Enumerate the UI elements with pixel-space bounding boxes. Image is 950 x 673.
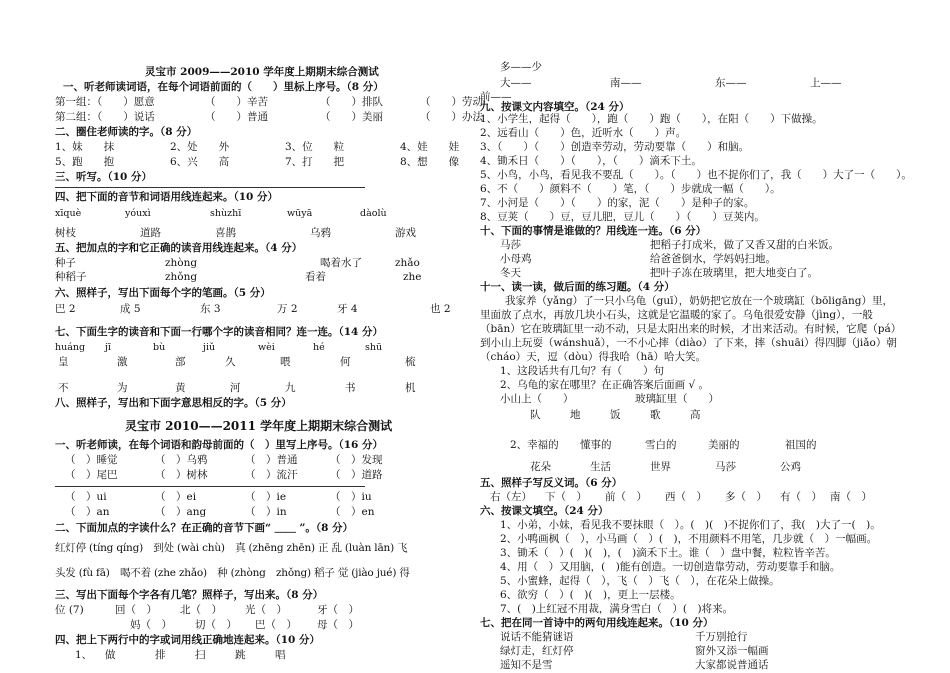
q11-passage-4: 到小山上玩耍（wánshuǎ），一不小心摔（diào）了下来，摔（shuāi）得四脚（jiǎo）朝: [480, 337, 897, 349]
q11-passage-2: 里面放了点水，再放几块小石头，这就是它温暖的家了。乌龟很爱安静（jìng），一般: [480, 309, 873, 321]
section-9-heading: 九、按课文内容填空。（24 分）: [480, 101, 630, 113]
q11-passage-5: （cháo）天，逗（dòu）得我哈（hā）哈大笑。: [480, 351, 707, 363]
s7-heading: 七、把在同一首诗中的两句用线连起来。（10 分）: [480, 617, 714, 629]
p1-divider: [55, 486, 365, 487]
q9-line-5: 5、小鸟，小鸟，看见我不要乱（ ）。（ ）也不捉你们了，我（ ）大了一（ ）。: [480, 169, 912, 181]
s6-line-4: 4、用（ ）又用脑，( )能有创造。一切创造靠劳动，劳动要靠手和脑。: [500, 561, 841, 573]
q9-line-2: 2、远看山（ ）色，近听水（ ）声。: [480, 127, 687, 139]
section-4-heading: 四、把下面的音节和词语用线连起来。（10 分）: [55, 191, 279, 203]
q11-ex-2: 2、乌龟的家在哪里？在正确答案后面画 √ 。: [500, 379, 710, 391]
q9-line-8: 8、豆荚（ ）豆，豆儿肥，豆儿（ ）（ ）豆荚内。: [480, 211, 765, 223]
section-6-heading: 六、照样子，写出下面每个字的笔画。（5 分）: [55, 287, 271, 299]
exam-title-2009: 灵宝市 2009——2010 学年度上期期末综合测试: [145, 66, 379, 78]
part-4-heading: 四、把上下两行中的字或词用线正确地连起来。（10 分）: [55, 634, 321, 646]
s6-line-7: 7、( )上红冠不用裁，满身雪白（ ）( )将来。: [500, 603, 734, 615]
q11-passage-3: （bān）它在玻璃缸里一动不动，只是太阳出来的时候，才出来活动。有时候，它爬（pá）: [480, 323, 902, 335]
section-8-heading: 八、照样子，写出和下面字意思相反的字。（5 分）: [55, 397, 292, 409]
part-1-heading: 一、听老师读，在每个词语和韵母前面的（ ）里写上序号。（16 分）: [55, 439, 384, 451]
section-11-heading: 十一、读一读，做后面的练习题。（4 分）: [480, 281, 675, 293]
section-10-heading: 十、下面的事情是谁做的？用线连一连。（6 分）: [480, 225, 707, 237]
p2-line-2: 头发 (fù fā) 喝不着 (zhe zhǎo) 种 (zhòng zhǒng) 稻子 觉 (jiào jué) 得: [55, 567, 410, 579]
section-5-heading: 五、把加点的字和它正确的读音用线连起来。（4 分）: [55, 242, 303, 254]
section-7-heading: 七、下面生字的读音和下面一行哪个字的读音相同？连一连。（14 分）: [55, 326, 384, 338]
s6-heading: 六、按课文填空。（24 分）: [480, 505, 609, 517]
s6-line-5: 5、小蜜蜂，起得（ ），飞（ ）飞（ ），在花朵上做操。: [500, 575, 780, 587]
antonym-example: 多——少: [500, 61, 542, 73]
s6-line-3: 3、锄禾（ ）( )( )，( )滴禾下土。谁（ ）盘中餐，粒粒皆辛苦。: [500, 547, 836, 559]
antonym-front: 前——: [480, 91, 512, 103]
q9-line-3: 3、（ ）（ ）创造幸劳动，劳动要靠（ ）和脑。: [480, 141, 750, 153]
q9-line-4: 4、锄禾日（ ）（ ），（ ）滴禾下土。: [480, 155, 702, 167]
s6-line-6: 6、欲穷（ ）( )( )，更上一层楼。: [500, 589, 681, 601]
s6-line-2: 2、小鸭画枫（ ），小马画（ ）( )，不用颜料不用笔，几步就（ ）一幅画。: [500, 533, 878, 545]
q9-line-6: 6、不（ ）颜料不（ ）笔，（ ）步就成一幅（ ）。: [480, 183, 781, 195]
part-3-heading: 三、写出下面每个字各有几笔？照样子，写出来。（8 分）: [55, 589, 324, 601]
dictation-line: [55, 187, 365, 188]
q9-line-7: 7、小河是（ ）（ ）的家，泥（ ）是种子的家。: [480, 197, 755, 209]
part-2-heading: 二、下面加点的字读什么？在正确的音节下画“ ＿＿ ”。（8 分）: [55, 522, 354, 534]
exam-title-2010: 灵宝市 2010——2011 学年度上期期末综合测试: [125, 419, 393, 433]
section-1-heading: 一、听老师读词语，在每个词语前面的（ ）里标上序号。（8 分）: [63, 81, 384, 93]
q11-passage-1: 我家养（yǎng）了一只小乌龟（guī），奶奶把它放在一个玻璃缸（bōligāng）里，: [505, 295, 893, 307]
s5-heading: 五、照样子写反义词。（6 分）: [480, 477, 623, 489]
p2-line-1: 红灯停 (tíng qíng) 到处 (wài chù) 真 (zhēng zhēn) 正 乱 (luàn lān) 飞: [55, 542, 408, 554]
s6-line-1: 1、小弟，小妹，看见我不要抹眼（ ）。( )( )不捉你们了，我( )大了一( )。: [500, 519, 881, 531]
section-2-heading: 二、圈住老师读的字。（8 分）: [55, 126, 198, 138]
q9-line-1: 1、小学生，起得（ ），跑（ ）跑（ ），在阳（ ）下做操。: [480, 113, 823, 125]
section-3-heading: 三、听写。（10 分）: [55, 171, 153, 183]
q11-ex-1: 1、这段话共有几句？有（ ）句: [500, 365, 665, 377]
